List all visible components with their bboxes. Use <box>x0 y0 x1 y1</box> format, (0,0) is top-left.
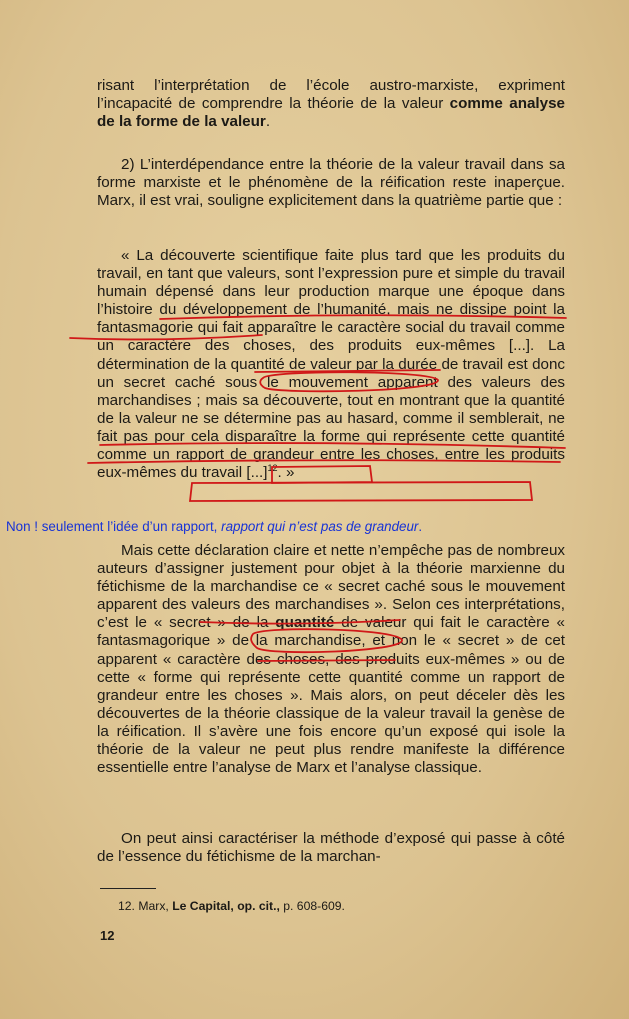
underline-selon-interpretations <box>200 620 400 624</box>
footnote-bold: Le Capital, op. cit., <box>172 899 280 913</box>
underline-quantite-determine <box>100 443 565 448</box>
annotation-suffix: . <box>418 519 423 534</box>
quote-text: « La découverte scientifique faite plus tard que les produits du travail, en tant que valeurs, sont l’expression pure et simple du travail humain dépensé dans leur production marque une époque dans l’histoire du développement de l’humanité, mais ne dissipe point la fantasmagorie qui fait apparaître le caractère social du travail comme un caractère des choses, des produits eux-mêmes [...]. La détermination de la quantité de valeur par la durée de travail est donc un secret caché sous le mouvement apparent des valeurs des marchandises ; mais sa découverte, tout en montrant que la quantité de la valeur ne se détermine pas au hasard, comme il semblerait, ne fait pas pour cela disparaître la forme qui représente cette quantité comme un rapport de grandeur entre les choses, entre les produits eux-mêmes du travail [...] <box>97 247 565 482</box>
underline-developpement <box>70 335 262 339</box>
p3-text-b: de valeur qui fait le caractère « fantasmagorique » de la marchandise, et non le « secret » de cet apparent « caractère des choses, des produits eux-mêmes » ou de cette « forme qui représente cette quantité comme un rapport de grandeur entre les choses ». Mais alors, on peut déceler dès les découvertes de la théorie classique de la valeur travail la genèse de la réification. Il s’avère une fois encore qu’un exposé qui isole la théorie de la valeur ne peut plus rendre manifeste la différence essentielle entre l’analyse de Marx et l’analyse classique. <box>97 614 565 777</box>
footnote-suffix: p. 608-609. <box>279 899 345 913</box>
underline-marchandise <box>258 660 395 661</box>
quote-close: . » <box>277 464 295 482</box>
p1-tail: . <box>265 113 271 131</box>
p1-text: risant l’interprétation de l’école austro-marxiste, expriment l’incapacité de comprendre la théorie de la valeur <box>97 77 565 113</box>
annotation-prefix: Non ! seulement l’idée d’un rapport, <box>6 519 222 534</box>
circle-quantite-valeur <box>260 372 438 391</box>
box-rapport-grandeur <box>190 482 532 501</box>
page-number: 12 <box>100 928 115 943</box>
p3-bold: quantité <box>275 614 335 632</box>
p1-bold: comme analyse de la forme de la valeur <box>97 95 565 131</box>
footnote-prefix: 12. Marx, <box>118 899 173 913</box>
annotation-italic: rapport qui n’est pas de grandeur <box>221 519 419 534</box>
circle-quantite-valeur-2 <box>251 629 402 652</box>
p3-text-a: Mais cette déclaration claire et nette n’empêche pas de nombreux auteurs d’assigner justement pour objet à la théorie marxienne du fétichisme de la marchandise ce « secret caché sous le mouvement apparent des valeurs des marchandises ». Selon ces interprétations, c’est le « secret » de la <box>97 542 565 632</box>
paragraph-2: 2) L’interdépendance entre la théorie de la valeur travail dans sa forme marxiste et le phénomène de la réification reste inaperçue. Marx, il est vrai, souligne explicitement dans la quatrième partie que : <box>97 156 565 210</box>
box-forme <box>272 466 372 483</box>
footnote-ref[interactable]: 12 <box>267 463 278 474</box>
paragraph-4: On peut ainsi caractériser la méthode d’exposé qui passe à côté de l’essence du fétichisme de la marchan- <box>97 830 565 866</box>
underline-marque-epoque <box>160 315 566 319</box>
underline-hasard <box>88 460 560 463</box>
